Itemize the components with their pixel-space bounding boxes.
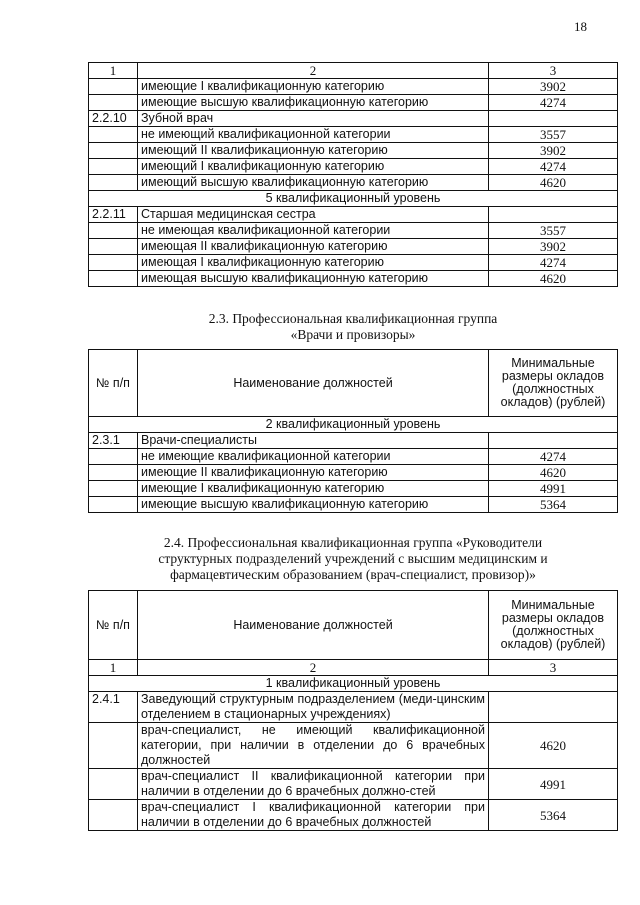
row-num <box>89 95 138 111</box>
section-title-line: фармацевтическим образованием (врач-специалист, провизор)» <box>170 567 536 582</box>
row-num <box>89 159 138 175</box>
row-name: Заведующий структурным подразделением (меди-цинским отделением в стационарных учреждениях) <box>138 692 489 723</box>
row-name: имеющие I квалификационную категорию <box>138 79 489 95</box>
row-name: имеющие высшую квалификационную категорию <box>138 95 489 111</box>
table-row <box>89 692 618 723</box>
row-num <box>89 143 138 159</box>
row-value: 4620 <box>489 175 618 191</box>
table-row <box>89 127 618 143</box>
level-row <box>89 191 618 207</box>
level-label: 1 квалификационный уровень <box>89 676 618 692</box>
table-row <box>89 465 618 481</box>
row-value: 3557 <box>489 223 618 239</box>
table-2-3 <box>88 349 618 513</box>
table-2-4 <box>88 590 618 831</box>
row-num <box>89 497 138 513</box>
col-header-num: № п/п <box>89 350 138 417</box>
table-row <box>89 111 618 127</box>
table-row <box>89 255 618 271</box>
row-value: 4274 <box>489 159 618 175</box>
row-num <box>89 449 138 465</box>
col-header-name: Наименование должностей <box>138 591 489 660</box>
table-row <box>89 223 618 239</box>
row-name: врач-специалист, не имеющий квалификационной категории, при наличии в отделении до 6 врачебных должностей <box>138 723 489 769</box>
row-value: 4274 <box>489 449 618 465</box>
col-header-value: Минимальные размеры окладов (должностных окладов) (рублей) <box>489 350 618 417</box>
row-name: Врачи-специалисты <box>138 433 489 449</box>
section-2-3-title <box>88 311 618 343</box>
table-header-row <box>89 350 618 417</box>
row-value: 5364 <box>489 800 618 831</box>
row-value <box>489 692 618 723</box>
row-num: 2.4.1 <box>89 692 138 723</box>
table-continuation <box>88 62 618 287</box>
level-label: 5 квалификационный уровень <box>89 191 618 207</box>
row-name: не имеющие квалификационной категории <box>138 449 489 465</box>
col-index-1: 1 <box>89 660 138 676</box>
col-index-3: 3 <box>489 63 618 79</box>
level-label: 2 квалификационный уровень <box>89 417 618 433</box>
row-num <box>89 271 138 287</box>
row-name: имеющий I квалификационную категорию <box>138 159 489 175</box>
row-value: 4274 <box>489 255 618 271</box>
section-title-line: 2.3. Профессиональная квалификационная группа <box>208 311 498 326</box>
row-name: не имеющая квалификационной категории <box>138 223 489 239</box>
row-num: 2.2.11 <box>89 207 138 223</box>
row-num <box>89 800 138 831</box>
row-value: 4991 <box>489 481 618 497</box>
table-row <box>89 239 618 255</box>
level-row <box>89 417 618 433</box>
col-header-name: Наименование должностей <box>138 350 489 417</box>
table-row <box>89 95 618 111</box>
col-index-1: 1 <box>89 63 138 79</box>
table-index-row <box>89 660 618 676</box>
row-num <box>89 79 138 95</box>
row-value: 4991 <box>489 769 618 800</box>
table-row <box>89 271 618 287</box>
row-value: 4274 <box>489 95 618 111</box>
row-value: 4620 <box>489 723 618 769</box>
row-name: имеющий высшую квалификационную категорию <box>138 175 489 191</box>
row-value: 3902 <box>489 239 618 255</box>
row-num <box>89 769 138 800</box>
level-row <box>89 676 618 692</box>
table-row <box>89 159 618 175</box>
table-row <box>89 497 618 513</box>
row-num <box>89 223 138 239</box>
row-num: 2.3.1 <box>89 433 138 449</box>
row-name: Старшая медицинская сестра <box>138 207 489 223</box>
row-name: имеющая I квалификационную категорию <box>138 255 489 271</box>
row-value: 5364 <box>489 497 618 513</box>
row-num: 2.2.10 <box>89 111 138 127</box>
table-row <box>89 433 618 449</box>
section-2-4-title <box>88 535 618 583</box>
row-value: 4620 <box>489 271 618 287</box>
row-num <box>89 127 138 143</box>
table-header-row <box>89 591 618 660</box>
row-num <box>89 255 138 271</box>
row-value: 3557 <box>489 127 618 143</box>
table-row <box>89 481 618 497</box>
row-name: Зубной врач <box>138 111 489 127</box>
col-header-num: № п/п <box>89 591 138 660</box>
row-value <box>489 111 618 127</box>
row-name: врач-специалист II квалификационной категории при наличии в отделении до 6 врачебных должно-стей <box>138 769 489 800</box>
row-name: имеющие I квалификационную категорию <box>138 481 489 497</box>
row-num <box>89 723 138 769</box>
col-header-value: Минимальные размеры окладов (должностных окладов) (рублей) <box>489 591 618 660</box>
table-header-row <box>89 63 618 79</box>
section-title-line: 2.4. Профессиональная квалификационная группа «Руководители <box>163 535 543 550</box>
row-value: 3902 <box>489 79 618 95</box>
row-name: имеющие высшую квалификационную категорию <box>138 497 489 513</box>
row-num <box>89 239 138 255</box>
table-row <box>89 723 618 769</box>
table-row <box>89 79 618 95</box>
row-name: не имеющий квалификационной категории <box>138 127 489 143</box>
table-row <box>89 769 618 800</box>
row-value <box>489 433 618 449</box>
col-index-2: 2 <box>138 63 489 79</box>
table-row <box>89 449 618 465</box>
table-row <box>89 143 618 159</box>
row-num <box>89 175 138 191</box>
row-num <box>89 481 138 497</box>
page-number: 18 <box>574 19 587 34</box>
col-index-3: 3 <box>489 660 618 676</box>
col-index-2: 2 <box>138 660 489 676</box>
row-name: имеющий II квалификационную категорию <box>138 143 489 159</box>
row-name: имеющие II квалификационную категорию <box>138 465 489 481</box>
table-row <box>89 175 618 191</box>
section-title-line: «Врачи и провизоры» <box>290 327 416 342</box>
row-value: 4620 <box>489 465 618 481</box>
table-row <box>89 800 618 831</box>
row-name: имеющая II квалификационную категорию <box>138 239 489 255</box>
table-row <box>89 207 618 223</box>
row-value <box>489 207 618 223</box>
section-title-line: структурных подразделений учреждений с высшим медицинским и <box>158 551 548 566</box>
row-name: имеющая высшую квалификационную категорию <box>138 271 489 287</box>
row-value: 3902 <box>489 143 618 159</box>
row-name: врач-специалист I квалификационной категории при наличии в отделении до 6 врачебных должностей <box>138 800 489 831</box>
row-num <box>89 465 138 481</box>
